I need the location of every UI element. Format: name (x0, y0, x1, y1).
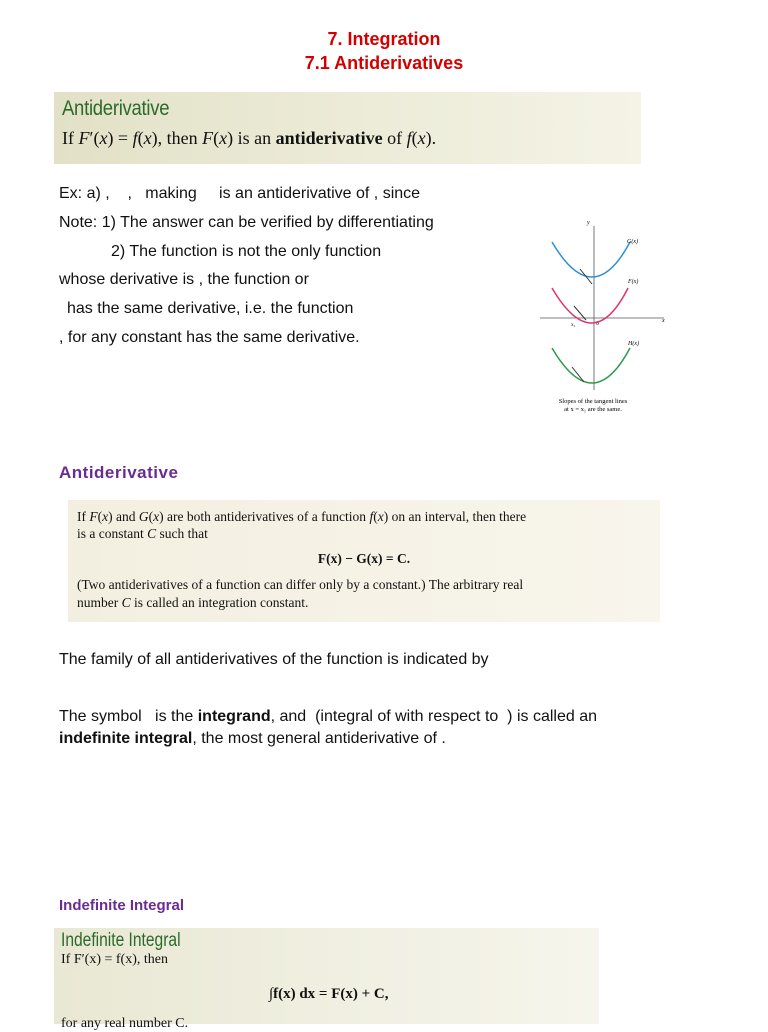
section-heading-indefinite: Indefinite Integral (59, 897, 185, 914)
integrand-term: integrand (197, 708, 271, 725)
x1-label: x₁ (571, 322, 576, 328)
def-part: of (382, 128, 407, 148)
indefinite-integral-formula: ∫f(x) dx = F(x) + C, (269, 986, 389, 1002)
symbol-text: , the most general antiderivative of . (192, 730, 446, 747)
def-part: , then (157, 128, 203, 148)
curve-h (552, 348, 630, 383)
note-line-2: 2) The function is not the only function (111, 243, 382, 260)
def-math: F (78, 128, 90, 148)
curve-g (552, 242, 630, 277)
def-part: is an (233, 128, 276, 148)
example-line: Ex: a) , , making is an antiderivative of , since (59, 185, 421, 202)
def-part: . (431, 128, 437, 148)
note-line-3: whose derivative is , the function or (59, 271, 309, 288)
indefinite-box-cut-line: for any real number C. (61, 1016, 189, 1031)
symbol-text: , and (integral of with respect to ) is called an (270, 708, 597, 725)
indefinite-integral-box (54, 928, 599, 1031)
note-line-1: Note: 1) The answer can be verified by differentiating (59, 214, 434, 231)
indefinite-integral-term: indefinite integral (59, 730, 193, 747)
figure-caption-1: Slopes of the tangent lines (558, 398, 628, 405)
origin-label: 0 (596, 321, 599, 327)
chapter-title: 7. Integration (327, 29, 441, 49)
theorem-equation: F(x) − G(x) = C. (317, 551, 411, 566)
definition-box (54, 92, 641, 164)
definition-text: If F′(x) = f(x), then F(x) is an antiderivative of f(x). (62, 128, 437, 148)
family-text: The family of all antiderivatives of the function is indicated by (59, 651, 489, 668)
figure-caption-2: at x = x₁ are the same. (564, 406, 622, 413)
symbol-text: The symbol is the (59, 708, 198, 725)
h-label: H(x) (628, 341, 639, 347)
y-axis-label: y (587, 220, 590, 226)
f-label: F(x) (628, 279, 639, 285)
definition-box-title: Antiderivative (62, 97, 170, 120)
theorem-statement: If F(x) and G(x) are both antiderivatives of a function f(x) on an interval, then there is a constant C such that (77, 509, 527, 541)
def-part: If (62, 128, 79, 148)
theorem-note: (Two antiderivatives of a function can differ only by a constant.) The arbitrary real number C is called an integration constant. (77, 577, 524, 610)
indefinite-box-condition: If F′(x) = f(x), then (61, 952, 168, 967)
indefinite-box-title: Indefinite Integral (61, 930, 181, 951)
g-label: G(x) (627, 239, 638, 245)
theorem-box (68, 500, 660, 622)
antiderivative-graph (530, 212, 680, 417)
note-line-4: has the same derivative, i.e. the function (67, 300, 354, 317)
symbol-paragraph (59, 706, 699, 750)
def-bold-word: antiderivative (275, 128, 383, 148)
x-axis-label: x (662, 318, 665, 324)
section-title: 7.1 Antiderivatives (304, 53, 464, 73)
note-line-5: , for any constant has the same derivative. (59, 329, 360, 346)
tangent-h (572, 367, 584, 382)
section-heading-antiderivative: Antiderivative (59, 463, 179, 482)
